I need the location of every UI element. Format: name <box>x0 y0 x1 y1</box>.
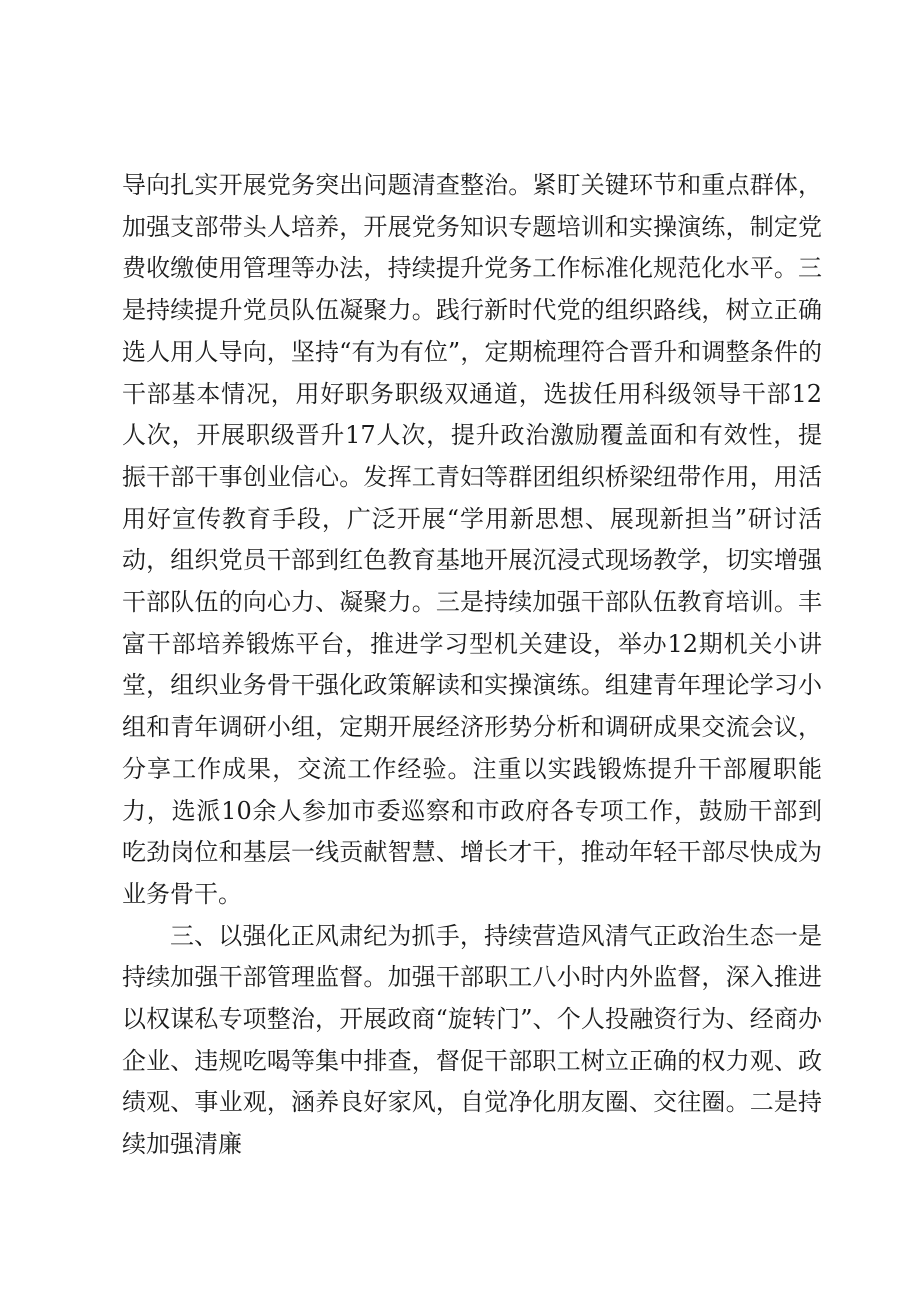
paragraph-2: 三、以强化正风肃纪为抓手，持续营造风清气正政治生态一是持续加强干部管理监督。加强干部职工八小时内外监督，深入推进以权谋私专项整治，开展政商“旋转门”、个人投融资行为、经商办企业、违规吃喝等集中排查，督促干部职工树立正确的权力观、政绩观、事业观，涵养良好家风，自觉净化朋友圈、交往圈。二是持续加强清廉 <box>122 921 822 1159</box>
paragraph-1: 导向扎实开展党务突出问题清查整治。紧盯关键环节和重点群体，加强支部带头人培养，开展党务知识专题培训和实操演练，制定党费收缴使用管理等办法，持续提升党务工作标准化规范化水平。三是持续提升党员队伍凝聚力。践行新时代党的组织路线，树立正确选人用人导向，坚持“有为有位”，定期梳理符合晋升和调整条件的干部基本情况，用好职务职级双通道，选拔任用科级领导干部12人次，开展职级晋升17人次，提升政治激励覆盖面和有效性，提振干部干事创业信心。发挥工青妇等群团组织桥梁纽带作用，用活用好宣传教育手段，广泛开展“学用新思想、展现新担当”研讨活动，组织党员干部到红色教育基地开展沉浸式现场教学，切实增强干部队伍的向心力、凝聚力。三是持续加强干部队伍教育培训。丰富干部培养锻炼平台，推进学习型机关建设，举办12期机关小讲堂，组织业务骨干强化政策解读和实操演练。组建青年理论学习小组和青年调研小组，定期开展经济形势分析和调研成果交流会议，分享工作成果，交流工作经验。注重以实践锻炼提升干部履职能力，选派10余人参加市委巡察和市政府各专项工作，鼓励干部到吃劲岗位和基层一线贡献智慧、增长才干，推动年轻干部尽快成为业务骨干。 <box>122 171 822 908</box>
document-body <box>122 165 822 1166</box>
